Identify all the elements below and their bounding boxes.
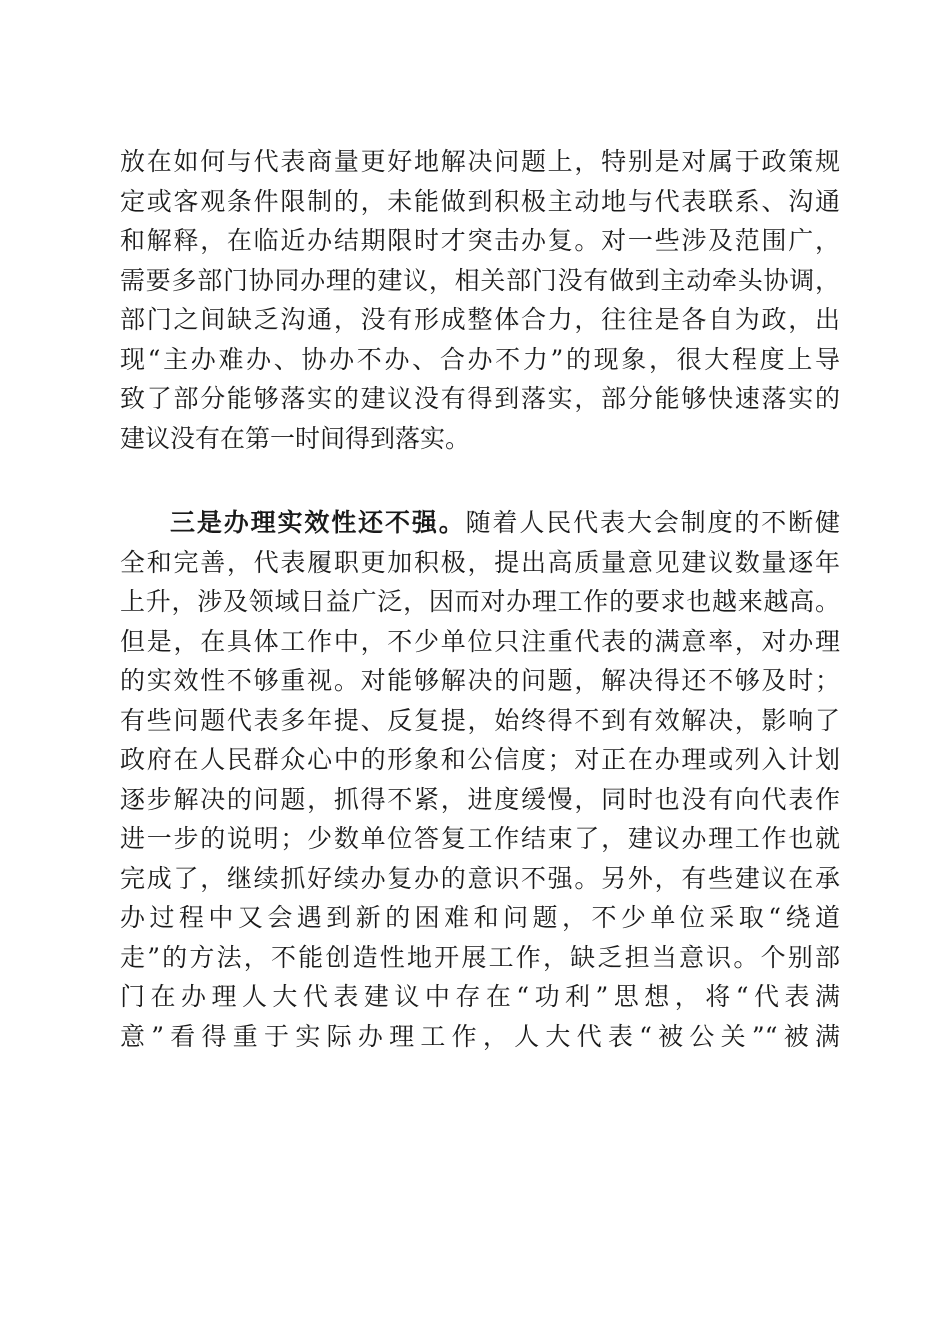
paragraph-2-line-11: 办过程中又会遇到新的困难和问题，不少单位采取“绕道 bbox=[120, 903, 840, 932]
paragraph-2-line-5: 的实效性不够重视。对能够解决的问题，解决得还不够及时； bbox=[120, 666, 840, 695]
paragraph-2-line-13: 门在办理人大代表建议中存在“功利”思想，将“代表满 bbox=[120, 982, 840, 1011]
paragraph-2-line-6: 有些问题代表多年提、反复提，始终得不到有效解决，影响了 bbox=[120, 705, 840, 735]
paragraph-1-line-6: 现“主办难办、协办不办、合办不力”的现象，很大程度上导 bbox=[120, 344, 840, 374]
paragraph-2-line-1 bbox=[170, 503, 840, 543]
paragraph-2-line-8: 逐步解决的问题，抓得不紧，进度缓慢，同时也没有向代表作 bbox=[120, 784, 840, 814]
paragraph-2-line-14: 意”看得重于实际办理工作，人大代表“被公关”“被满 bbox=[120, 1021, 840, 1051]
paragraph-2-line-12: 走”的方法，不能创造性地开展工作，缺乏担当意识。个别部 bbox=[120, 942, 840, 972]
paragraph-1-line-7: 致了部分能够落实的建议没有得到落实，部分能够快速落实的 bbox=[120, 384, 840, 413]
paragraph-2-first-line-rest: 随着人民代表大会制度的不断健 bbox=[465, 508, 840, 537]
paragraph-2-line-7: 政府在人民群众心中的形象和公信度；对正在办理或列入计划 bbox=[120, 745, 840, 774]
paragraph-1-line-2: 定或客观条件限制的，未能做到积极主动地与代表联系、沟通 bbox=[120, 186, 840, 216]
paragraph-2-heading: 三是办理实效性还不强。 bbox=[170, 508, 466, 537]
paragraph-1-line-8: 建议没有在第一时间得到落实。 bbox=[120, 423, 471, 453]
paragraph-2-line-10: 完成了，继续抓好续办复办的意识不强。另外，有些建议在承 bbox=[120, 863, 840, 893]
paragraph-2-line-4: 但是，在具体工作中，不少单位只注重代表的满意率，对办理 bbox=[120, 626, 840, 656]
paragraph-1-line-4: 需要多部门协同办理的建议，相关部门没有做到主动牵头协调， bbox=[120, 265, 840, 295]
paragraph-2-line-9: 进一步的说明；少数单位答复工作结束了，建议办理工作也就 bbox=[120, 824, 840, 853]
paragraph-2-line-2: 全和完善，代表履职更加积极，提出高质量意见建议数量逐年 bbox=[120, 547, 840, 577]
paragraph-1-line-3: 和解释，在临近办结期限时才突击办复。对一些涉及范围广， bbox=[120, 226, 840, 255]
paragraph-1-line-5: 部门之间缺乏沟通，没有形成整体合力，往往是各自为政，出 bbox=[120, 305, 840, 334]
paragraph-2-line-3: 上升，涉及领域日益广泛，因而对办理工作的要求也越来越高。 bbox=[120, 587, 840, 616]
paragraph-1-line-1: 放在如何与代表商量更好地解决问题上，特别是对属于政策规 bbox=[120, 147, 840, 176]
